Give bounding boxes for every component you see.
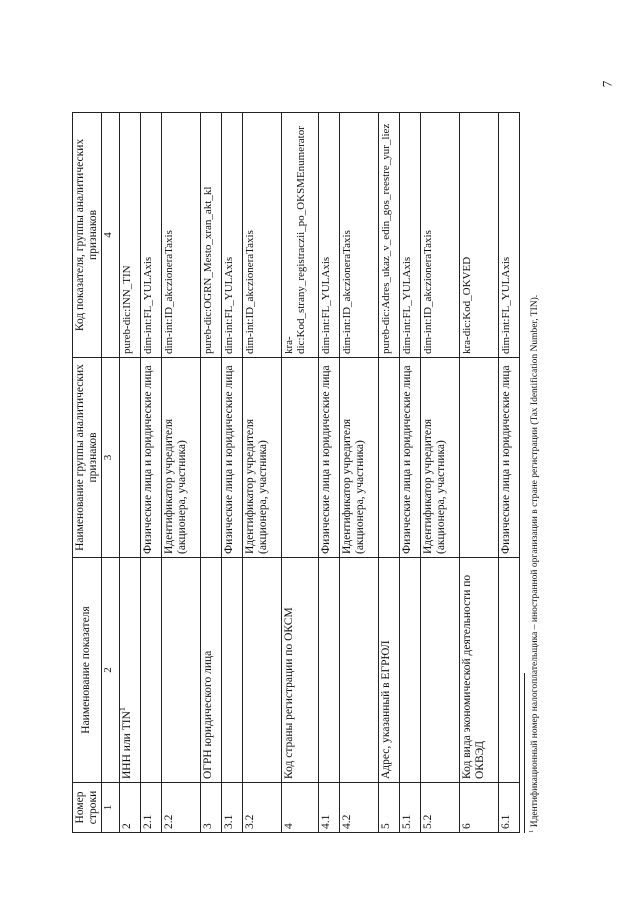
table-row [200, 113, 221, 833]
row-number-cell: 5 [378, 783, 399, 833]
indicator-name-cell [281, 558, 318, 783]
group-name-cell: Физические лица и юридические лица [140, 358, 161, 558]
table-row [243, 113, 282, 833]
header-indicator-name: Наименование показателя [73, 558, 102, 783]
indicator-code-cell: dim-int:ID_akczioneraTaxis [421, 113, 460, 358]
row-number-cell: 3.1 [222, 783, 243, 833]
header-group-name: Наименование группы аналитических признаков [73, 358, 102, 558]
indicator-code-cell: kra-dic:Kod_OKVED [460, 113, 499, 358]
indicator-name-cell [400, 558, 421, 783]
table-row [162, 113, 201, 833]
indicator-table [72, 112, 520, 833]
indicator-name: ИНН или TIN [120, 711, 133, 779]
table-row [222, 113, 243, 833]
footnote-rule [524, 673, 525, 833]
indicator-code-cell: pureb-dic:INN_TIN [119, 113, 140, 358]
indicator-name-cell [200, 558, 221, 783]
table-row [378, 113, 399, 833]
row-number-cell: 2.2 [162, 783, 201, 833]
row-number-cell: 4.2 [340, 783, 379, 833]
group-name-cell [281, 358, 318, 558]
group-name-cell: Идентификатор учредителя (акционера, участника) [162, 358, 201, 558]
table-row [460, 113, 499, 833]
group-name-cell [119, 358, 140, 558]
row-number-cell: 2 [119, 783, 140, 833]
row-number-cell: 3 [200, 783, 221, 833]
group-name-cell: Физические лица и юридические лица [400, 358, 421, 558]
indicator-name-cell [498, 558, 519, 783]
group-name-cell [200, 358, 221, 558]
indicator-code-cell: pureb-dic:OGRN_Mesto_xran_akt_kl [200, 113, 221, 358]
indicator-name: Адрес, указанный в ЕГРЮЛ [379, 640, 392, 779]
group-name-cell: Идентификатор учредителя (акционера, участника) [243, 358, 282, 558]
indicator-name: Код вида экономической деятельности по ОКВЭД [461, 574, 486, 779]
row-number-cell: 6.1 [498, 783, 519, 833]
row-number-cell: 2.1 [140, 783, 161, 833]
indicator-code-cell: dim-int:FL_YULAxis [222, 113, 243, 358]
column-number-row [101, 113, 119, 833]
indicator-code-cell: dim-int:ID_akczioneraTaxis [162, 113, 201, 358]
column-number: 1 [101, 783, 119, 833]
page-number: 7 [598, 80, 614, 88]
group-name-cell [378, 358, 399, 558]
table-row [281, 113, 318, 833]
row-number-cell: 3.2 [243, 783, 282, 833]
table-row [498, 113, 519, 833]
row-number-cell: 6 [460, 783, 499, 833]
group-name-cell: Физические лица и юридические лица [222, 358, 243, 558]
indicator-code-cell: dim-int:FL_YULAxis [319, 113, 340, 358]
indicator-name-cell [421, 558, 460, 783]
rotated-content [72, 113, 552, 833]
indicator-name-cell [340, 558, 379, 783]
indicator-name-cell [378, 558, 399, 783]
header-row-number: Номер строки [73, 783, 102, 833]
indicator-code-cell: dim-int:ID_akczioneraTaxis [243, 113, 282, 358]
indicator-name-cell [222, 558, 243, 783]
indicator-code-cell: dim-int:ID_akczioneraTaxis [340, 113, 379, 358]
row-number-cell: 5.1 [400, 783, 421, 833]
header-indicator-code: Код показателя, группы аналитических признаков [73, 113, 102, 358]
group-name-cell: Физические лица и юридические лица [319, 358, 340, 558]
footnote [527, 113, 540, 833]
indicator-name-cell [140, 558, 161, 783]
indicator-name: Код страны регистрации по ОКСМ [282, 607, 295, 779]
column-number: 4 [101, 113, 119, 358]
footnote-marker: 1 [527, 829, 535, 833]
indicator-code-cell: dim-int:FL_YULAxis [140, 113, 161, 358]
group-name-cell: Физические лица и юридические лица [498, 358, 519, 558]
indicator-name-cell [162, 558, 201, 783]
row-number-cell: 4 [281, 783, 318, 833]
indicator-code-cell: dim-int:FL_YULAxis [498, 113, 519, 358]
row-number-cell: 5.2 [421, 783, 460, 833]
indicator-name-cell [119, 558, 140, 783]
group-name-cell: Идентификатор учредителя (акционера, участника) [421, 358, 460, 558]
table-row [119, 113, 140, 833]
column-number: 3 [101, 358, 119, 558]
group-name-cell [460, 358, 499, 558]
indicator-name-cell [243, 558, 282, 783]
footnote-reference: 1 [117, 707, 127, 712]
table-row [400, 113, 421, 833]
row-number-cell: 4.1 [319, 783, 340, 833]
indicator-name-cell [460, 558, 499, 783]
indicator-code-cell: kra-dic:Kod_strany_registraczii_po_OKSMEnumerator [281, 113, 318, 358]
table-row [319, 113, 340, 833]
group-name-cell: Идентификатор учредителя (акционера, участника) [340, 358, 379, 558]
table-row [140, 113, 161, 833]
indicator-code-cell: dim-int:FL_YULAxis [400, 113, 421, 358]
footnote-text: Идентификационный номер налогоплательщика – иностранной организации в стране регистрации (Tax Identification Number, TIN). [530, 294, 540, 828]
table-body [101, 113, 519, 833]
indicator-code-cell: pureb-dic:Adres_ukaz_v_edin_gos_reestre_yur_liez [378, 113, 399, 358]
table-row [421, 113, 460, 833]
indicator-name: ОГРН юридического лица [201, 650, 214, 779]
table-row [340, 113, 379, 833]
column-number: 2 [101, 558, 119, 783]
table-header-row [73, 113, 102, 833]
indicator-name-cell [319, 558, 340, 783]
